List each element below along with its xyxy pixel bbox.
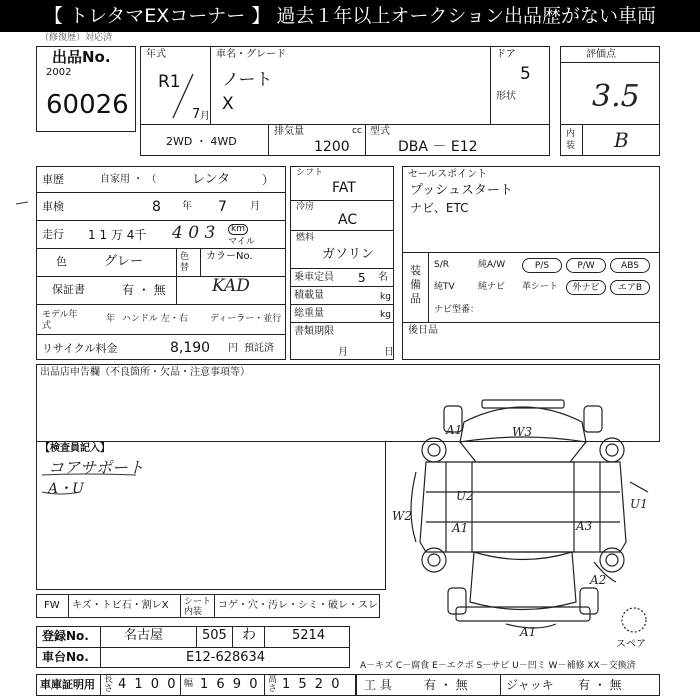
- recycle-label: リサイクル料金: [42, 342, 118, 355]
- color-change-label: 色替: [180, 252, 190, 273]
- sales-label: セールスポイント: [408, 169, 488, 180]
- damage-mark: W2: [392, 509, 412, 523]
- registration-class: 505: [202, 628, 227, 643]
- later-label: 後日品: [408, 325, 438, 336]
- cert-length-label: 長さ: [104, 675, 114, 694]
- seller-report-label: 出品店申告欄（不良箇所・欠品・注意事項等）: [40, 367, 250, 378]
- listing-stamp: 2002: [46, 67, 72, 78]
- damage-mark: A1: [446, 423, 463, 437]
- capacity-value: 5: [358, 271, 366, 285]
- equipment-label: 装備品: [410, 264, 421, 305]
- history-value: レンタ: [192, 172, 231, 187]
- mileage-hand: 4 0 3: [172, 223, 216, 243]
- aircon-value: AC: [338, 212, 358, 228]
- registration-kana: わ: [242, 627, 256, 643]
- weight-label: 総重量: [294, 308, 324, 319]
- mileage-unit: km: [228, 224, 248, 235]
- model-year-label: モデル年式: [42, 310, 78, 331]
- colorno-value: KAD: [212, 276, 250, 296]
- doors-label: ドア: [496, 49, 516, 60]
- model-year-unit: 年: [106, 314, 116, 324]
- equipment-item: 純ナビ: [478, 282, 506, 292]
- tools-label: 工 具: [364, 678, 392, 692]
- tick-mark: [14, 196, 34, 210]
- warranty-value: 有 ・ 無: [122, 283, 166, 297]
- capacity-unit: 名: [378, 272, 388, 283]
- color-label: 色: [56, 255, 67, 268]
- inspection-month: 7: [218, 199, 227, 215]
- handle-label: ハンドル 左・右: [122, 314, 188, 324]
- inspector-label: 【検査員記入】: [40, 443, 110, 454]
- year-month-unit: 月: [200, 111, 210, 122]
- equipment-item: S/R: [434, 260, 449, 270]
- score-value: 3.5: [592, 79, 640, 114]
- recycle-deposit: 預託済: [244, 343, 274, 354]
- listing-number: 60026: [46, 90, 129, 120]
- damage-mark: A1: [520, 625, 537, 639]
- equipment-item: P/W: [566, 258, 606, 273]
- damage-mark: A1: [452, 521, 469, 535]
- damage-mark: A3: [576, 519, 593, 533]
- banner-title: 【 トレタマEXコーナー 】 過去１年以上オークション出品歴がない車両: [0, 0, 700, 32]
- inspection-year: 8: [152, 199, 161, 215]
- equipment-item: エアB: [610, 280, 650, 295]
- registration-label: 登録No.: [42, 629, 89, 643]
- fuel-label: 燃料: [296, 233, 315, 243]
- history-label: 車歴: [42, 173, 64, 186]
- spare-label: スペア: [616, 639, 646, 650]
- equipment-item: ABS: [610, 258, 650, 273]
- seat-value: コゲ・穴・汚レ・シミ・破レ・スレ: [218, 600, 378, 611]
- history-close: ）: [262, 173, 275, 187]
- legend: A－キズ C－腐食 E－エクボ S－サビ U－凹ミ W－補修 XX－交換済: [360, 661, 636, 671]
- inspector-note1: コアサポート: [48, 458, 145, 477]
- cert-height-value: 1 5 2 0: [282, 677, 342, 692]
- jack-value: 有 ・ 無: [578, 678, 622, 692]
- type-label: 型式: [370, 126, 390, 137]
- expiry-day: 日: [384, 347, 394, 358]
- type-value: DBA － E12: [398, 139, 478, 155]
- equipment-item: 純TV: [434, 282, 455, 292]
- model-grade: X: [222, 94, 234, 114]
- inspection-year-unit: 年: [182, 201, 192, 212]
- interior-value: B: [614, 128, 629, 152]
- listing-label: 出品No.: [52, 48, 111, 66]
- fuel-value: ガソリン: [322, 247, 375, 262]
- displacement-value: 1200: [314, 139, 350, 155]
- sales-line1: プッシュスタート: [410, 183, 513, 198]
- cert-width-label: 幅: [184, 679, 194, 689]
- equipment-item: 革シート: [522, 282, 559, 292]
- displacement-label: 排気量: [274, 126, 304, 137]
- year-label: 年式: [146, 49, 166, 60]
- inspector-note2: A・U: [48, 481, 84, 497]
- model-label: 車名・グレード: [216, 49, 286, 60]
- damage-mark: U2: [456, 489, 474, 503]
- cert-width-value: 1 6 9 0: [200, 677, 260, 692]
- inspection-label: 車検: [42, 200, 64, 213]
- registration-city: 名古屋: [124, 628, 164, 643]
- fw-value: キズ・トビ石・割レX: [72, 600, 169, 611]
- registration-number: 5214: [292, 628, 326, 643]
- cert-height-label: 高さ: [268, 675, 278, 694]
- load-unit: kg: [380, 292, 391, 302]
- tools-value: 有 ・ 無: [424, 678, 468, 692]
- cert-length-value: 4 1 0 0: [118, 677, 178, 692]
- displacement-unit: cc: [352, 126, 362, 136]
- navi-label: ナビ型番：: [434, 305, 480, 315]
- fw-label: FW: [44, 600, 60, 611]
- year-month: 7: [192, 107, 201, 122]
- underline-scribble: [40, 470, 140, 500]
- shape-label: 形状: [496, 91, 516, 102]
- damage-mark: A2: [590, 573, 607, 587]
- warranty-label: 保証書: [52, 283, 85, 296]
- dealer-label: ディーラー・並行: [210, 314, 282, 324]
- inspection-month-unit: 月: [250, 201, 260, 212]
- equipment-item: P/S: [522, 258, 562, 273]
- sales-line2: ナビ、ETC: [410, 201, 469, 215]
- shift-label: シフト: [296, 168, 324, 178]
- equipment-item: 外ナビ: [566, 280, 606, 295]
- recycle-unit: 円: [228, 343, 238, 354]
- expiry-label: 書類期限: [294, 326, 334, 337]
- weight-unit: kg: [380, 310, 391, 320]
- mileage-value: 1 1 万 4千: [88, 228, 147, 242]
- load-label: 積載量: [294, 290, 324, 301]
- small-note: （修復歴）対応済: [40, 33, 113, 43]
- shift-value: FAT: [332, 180, 356, 196]
- year-era: R1: [158, 72, 181, 92]
- equipment-item: 純A/W: [478, 260, 506, 270]
- score-label: 評価点: [586, 49, 616, 60]
- chassis-label: 車台No.: [42, 650, 89, 664]
- color-value: グレー: [104, 254, 144, 269]
- chassis-value: E12-628634: [186, 650, 266, 665]
- seat-label: シート内装: [184, 597, 212, 617]
- aircon-label: 冷房: [296, 202, 315, 212]
- mileage-mile: マイル: [228, 237, 255, 247]
- expiry-unit: 月: [338, 347, 348, 358]
- interior-label: 内装: [566, 129, 576, 151]
- model-name: ノート: [222, 70, 273, 90]
- doors-value: 5: [520, 64, 531, 84]
- capacity-label: 乗車定員: [294, 272, 334, 283]
- history-options: 自家用 ・ （: [100, 174, 157, 185]
- damage-mark: U1: [630, 497, 648, 511]
- jack-label: ジャッキ: [506, 678, 554, 692]
- damage-mark: W3: [512, 425, 532, 439]
- colorno-label: カラーNo.: [206, 251, 253, 262]
- mileage-label: 走行: [42, 228, 64, 241]
- drive-label: 2WD ・ 4WD: [166, 135, 237, 148]
- cert-label: 車庫証明用: [40, 678, 95, 691]
- recycle-value: 8,190: [170, 340, 211, 356]
